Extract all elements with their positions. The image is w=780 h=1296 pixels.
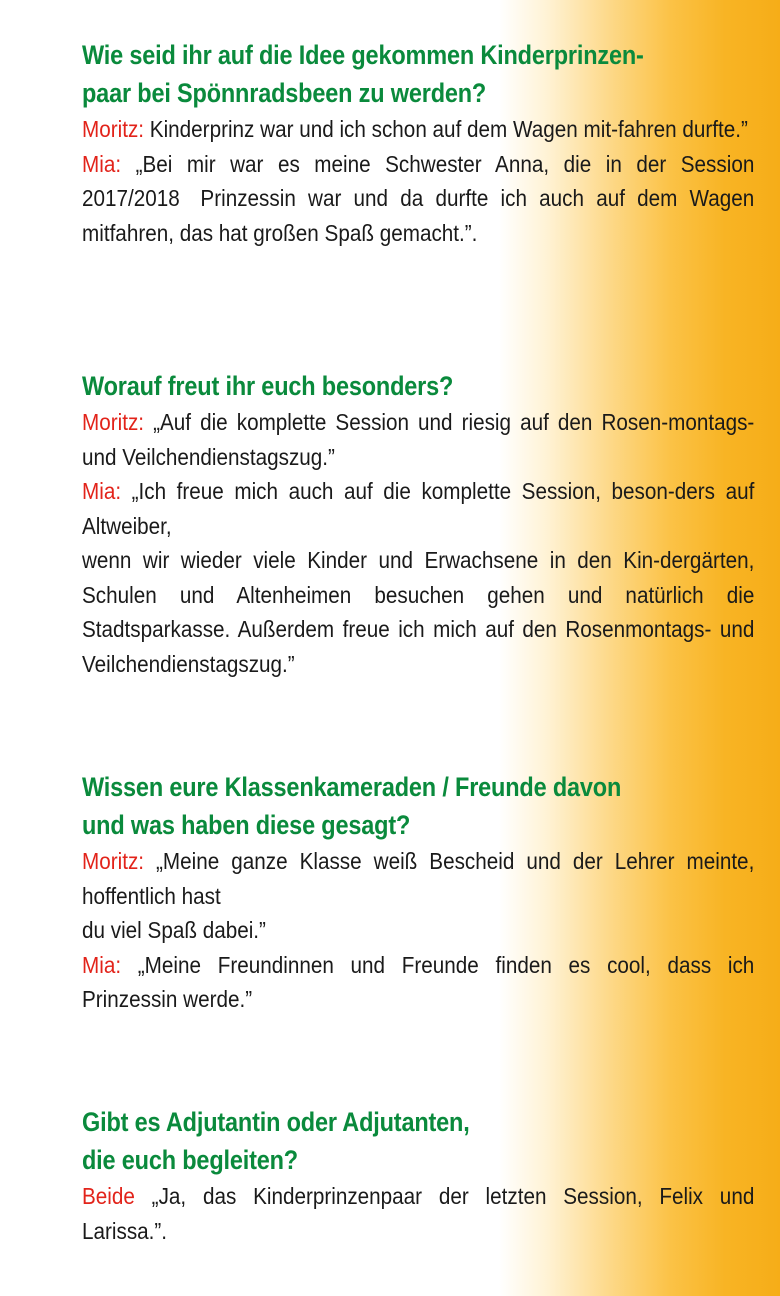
answer-paragraph xyxy=(82,913,754,948)
question-heading xyxy=(82,367,754,405)
question-line: Gibt es Adjutantin oder Adjutanten, xyxy=(82,1107,470,1137)
answer-paragraph xyxy=(82,844,754,913)
qa-section-2 xyxy=(82,367,754,681)
answer-text: „Bei mir war es meine Schwester Anna, die in der Session 2017/2018 Prinzessin war und da durfte ich auch auf dem Wagen mitfahren, das hat großen Spaß gemacht.”. xyxy=(82,150,755,246)
answer-paragraph xyxy=(82,948,754,1017)
question-heading xyxy=(82,1103,754,1179)
answer-text: du viel Spaß dabei.” xyxy=(82,917,266,943)
question-line: Wissen eure Klassenkameraden / Freunde davon xyxy=(82,772,622,802)
speaker-label: Moritz: xyxy=(82,116,145,142)
answer-text: wenn wir wieder viele Kinder und Erwachsene in den Kin-dergärten, Schulen und Altenheimen besuchen gehen und natürlich die Stadtsparkasse. Außerdem freue ich mich auf den Rosenmontags- und Veilchendienstagszug.” xyxy=(82,547,755,677)
answer-paragraph xyxy=(82,112,754,147)
qa-section-1 xyxy=(82,36,754,250)
qa-section-3 xyxy=(82,768,754,1017)
answer-paragraph xyxy=(82,1179,754,1248)
answer-text: „Ich freue mich auch auf die komplette Session, beson-ders auf Altweiber, xyxy=(82,478,755,539)
answer-text: „Auf die komplette Session und riesig auf den Rosen-montags- und Veilchendienstagszug.” xyxy=(82,409,755,470)
question-line: die euch begleiten? xyxy=(82,1145,298,1175)
speaker-label: Mia: xyxy=(82,150,122,177)
answer-paragraph xyxy=(82,474,754,543)
speaker-label: Beide xyxy=(82,1183,135,1209)
answer-paragraph xyxy=(82,543,754,681)
answer-paragraph xyxy=(82,147,754,251)
answer-text: Kinderprinz war und ich schon auf dem Wagen mit-fahren durfte.” xyxy=(144,116,748,142)
speaker-label: Mia: xyxy=(82,951,122,978)
answer-text: „Ja, das Kinderprinzenpaar der letzten Session, Felix und Larissa.”. xyxy=(82,1183,755,1244)
question-heading xyxy=(82,36,754,112)
qa-section-4 xyxy=(82,1103,754,1248)
question-line: Wie seid ihr auf die Idee gekommen Kinderprinzen- xyxy=(82,40,644,70)
question-heading xyxy=(82,768,754,844)
question-line: Worauf freut ihr euch besonders? xyxy=(82,371,454,401)
question-line: paar bei Spönnradsbeen zu werden? xyxy=(82,78,487,108)
speaker-label: Moritz: xyxy=(82,848,145,874)
answer-text: „Meine ganze Klasse weiß Bescheid und der Lehrer meinte, hoffentlich hast xyxy=(82,848,755,909)
answer-text: „Meine Freundinnen und Freunde finden es cool, dass ich Prinzessin werde.” xyxy=(82,951,755,1012)
speaker-label: Mia: xyxy=(82,478,122,504)
answer-paragraph xyxy=(82,405,754,474)
question-line: und was haben diese gesagt? xyxy=(82,810,411,840)
speaker-label: Moritz: xyxy=(82,409,145,435)
